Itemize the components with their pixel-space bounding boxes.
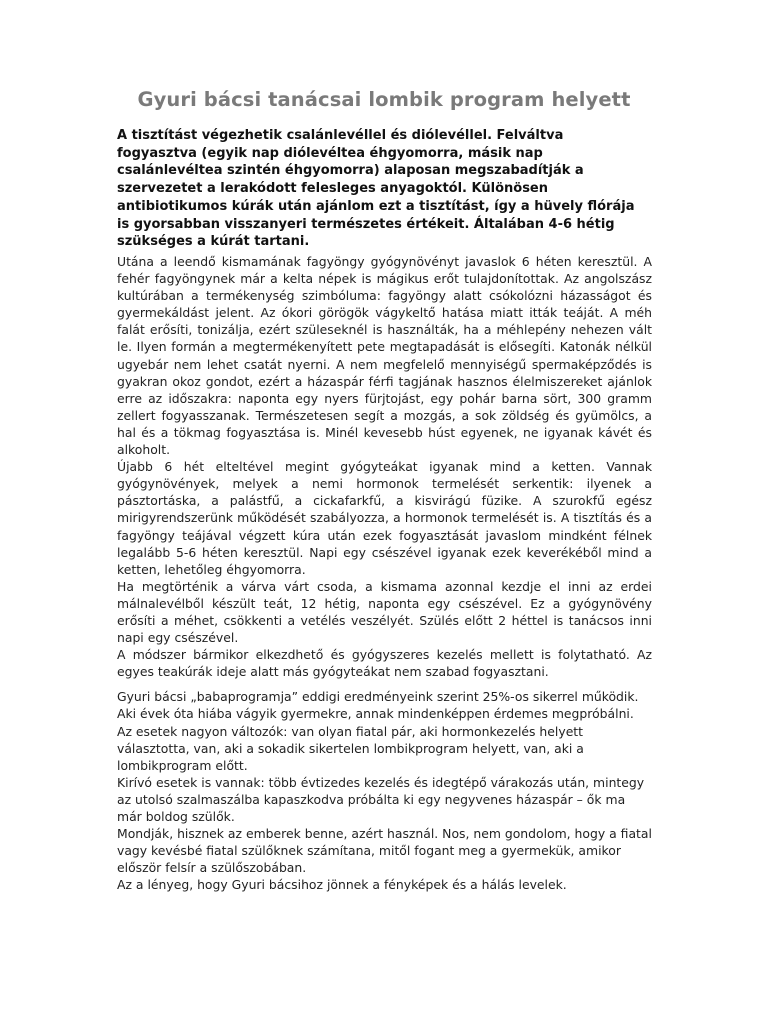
body-paragraph: Mondják, hisznek az emberek benne, azért használ. Nos, nem gondolom, hogy a fiatal vagy kevésbé fiatal szülőknek számítana, mitől fogant meg a gyermekük, amikor először felsír a szülőszobában. — [117, 826, 652, 876]
document-title: Gyuri bácsi tanácsai lombik program helyett — [137, 88, 631, 111]
body-paragraph: A módszer bármikor elkezdhető és gyógyszeres kezelés mellett is folytatható. Az egyes teakúrák ideje alatt más gyógyteákat nem szabad fogyasztani. — [117, 647, 652, 680]
body-paragraph: Kirívó esetek is vannak: több évtizedes kezelés és idegtépő várakozás után, mintegy az utolsó szalmaszálba kapaszkodva próbálta ki egy negyvenes házaspár – ők ma már boldog szülők. — [117, 774, 645, 824]
body-paragraph: Újabb 6 hét elteltével megint gyógyteákat igyanak mind a ketten. Vannak gyógynövények, melyek a nemi hormonok termelését serkentik: ilyenek a pásztortáska, a palástfű, a cickafarkfű, a kisvirágú füzike. A szurokfű egész mirigyrendszerünk működését szabályozza, a hormonok termelését is. A tisztítás és a fagyöngy teájával végzett kúra után ezek fogyasztását javaslom mindként félnek legalább 5-6 héten keresztül. Napi egy csészével igyanak ezek keverékéből mind a ketten, lehetőleg éhgyomorra. — [117, 459, 652, 577]
body-paragraph: Utána a leendő kismamának fagyöngy gyógynövényt javaslok 6 héten keresztül. A fehér fagyöngynek már a kelta népek is mágikus erőt tulajdonítottak. Az angolszász kultúrában a termékenység szimbóluma: fagyöngy alatt csókolózni házasságot és gyermekáldást jelent. Az ókori görögök vágykeltő hatása miatt itták teáját. A méh falát erősíti, tonizálja, ezért szüleseknél is használták, ha a méhlepény nehezen vált le. Ilyen formán a megtermékenyített pete megtapadását is elősegíti. Katonák nélkül ugyebár nem lehet csatát nyerni. A nem megfelelő mennyiségű spermaképződés is gyakran okoz gondot, ezért a házaspár férfi tagjának hasznos élelmiszereket ajánlok erre az időszakra: naponta egy nyers fürjtojást, egy pohár barna sört, 300 gramm zellert fogyasszanak. Természetesen segít a mozgás, a sok zöldség és gyümölcs, a hal és a tökmag fogyasztása is. Minél kevesebb húst egyenek, ne igyanak kávét és alkoholt. — [117, 254, 652, 458]
document-body — [117, 253, 652, 893]
intro-paragraph: A tisztítást végezhetik csalánlevéllel és diólevéllel. Felváltva fogyasztva (egyik nap diólevéltea éhgyomorra, másik nap csalánlevéltea szintén éhgyomorra) alaposan megszabadítják a szervezetet a lerakódott felesleges anyagoktól. Különösen antibiotikumos kúrák után ajánlom ezt a tisztítást, így a hüvely flórája is gyorsabban visszanyeri természetes értékeit. Általában 4-6 hétig szükséges a kúrát tartani. — [117, 128, 635, 250]
body-paragraph: Gyuri bácsi „babaprogramja” eddigi eredményeink szerint 25%-os sikerrel működik. Aki évek óta hiába vágyik gyermekre, annak mindenképpen érdemes megpróbálni. Az esetek nagyon változók: van olyan fiatal pár, aki hormonkezelés helyett választotta, van, aki a sokadik sikertelen lombikprogram helyett, van, aki a lombikprogram előtt. — [117, 689, 639, 773]
body-paragraph: Ha megtörténik a várva várt csoda, a kismama azonnal kezdje el inni az erdei málnalevélből készült teát, 12 hétig, naponta egy csészével. Ez a gyógynövény erősíti a méhet, csökkenti a vetélés veszélyét. Szülés előtt 2 héttel is tanácsos inni napi egy csészével. — [117, 578, 652, 646]
body-paragraph: Az a lényeg, hogy Gyuri bácsihoz jönnek a fényképek és a hálás levelek. — [117, 877, 567, 893]
